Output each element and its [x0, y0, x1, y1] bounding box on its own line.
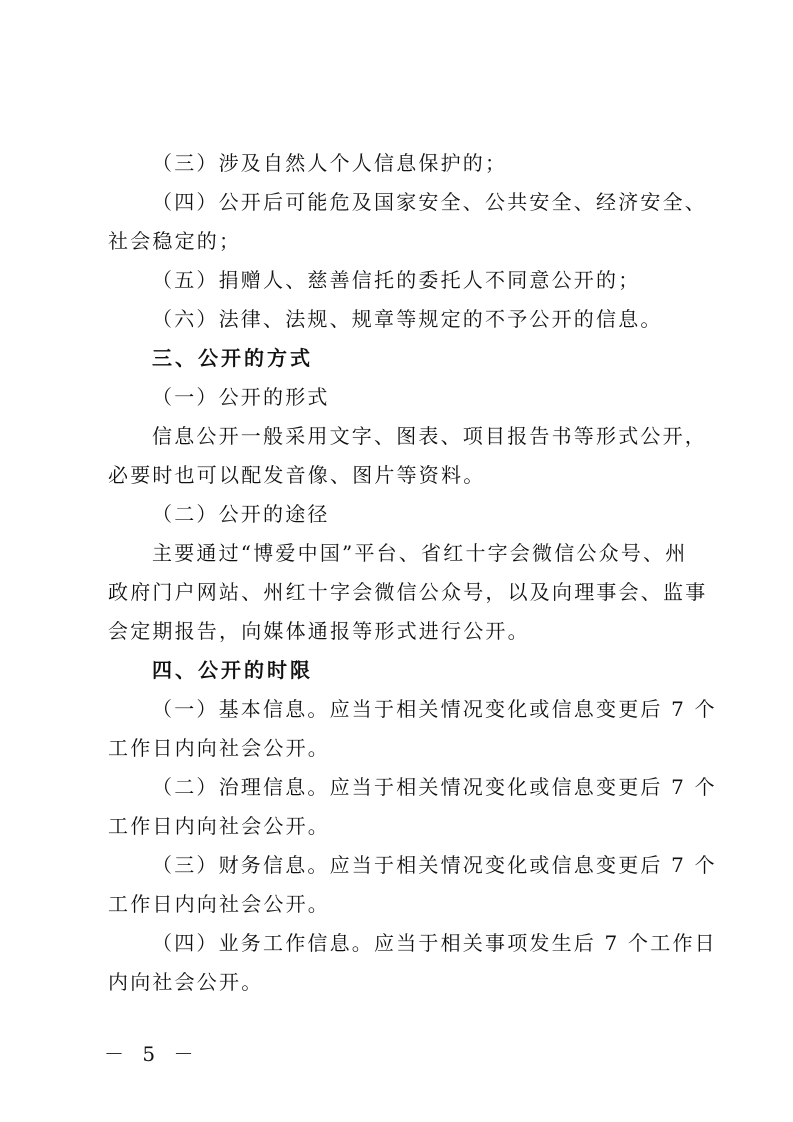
- clause-4-security-line2: 社会稳定的；: [108, 229, 242, 253]
- page-number: － 5 －: [104, 1042, 200, 1066]
- clause-5-donor: （五）捐赠人、慈善信托的委托人不同意公开的；: [152, 268, 641, 292]
- channel-paragraph-line2: 政府门户网站、州红十字会微信公众号，以及向理事会、监事: [108, 580, 708, 604]
- form-paragraph-line1: 信息公开一般采用文字、图表、项目报告书等形式公开，: [152, 424, 707, 448]
- clause-6-law: （六）法律、法规、规章等规定的不予公开的信息。: [152, 307, 663, 331]
- governance-info-line1: （二）治理信息。应当于相关情况变化或信息变更后 7 个: [152, 775, 717, 799]
- governance-info-line2: 工作日内向社会公开。: [108, 814, 330, 838]
- finance-info-line2: 工作日内向社会公开。: [108, 892, 330, 916]
- business-info-line1: （四）业务工作信息。应当于相关事项发生后 7 个工作日: [152, 931, 717, 955]
- clause-3-privacy: （三）涉及自然人个人信息保护的；: [152, 151, 508, 175]
- subheading-channel: （二）公开的途径: [152, 502, 330, 526]
- channel-paragraph-line1: 主要通过“博爱中国”平台、省红十字会微信公众号、州: [152, 541, 688, 565]
- basic-info-line1: （一）基本信息。应当于相关情况变化或信息变更后 7 个: [152, 697, 717, 721]
- subheading-form: （一）公开的形式: [152, 385, 330, 409]
- clause-4-security-line1: （四）公开后可能危及国家安全、公共安全、经济安全、: [152, 190, 707, 214]
- section-heading-4: 四、公开的时限: [152, 658, 313, 682]
- section-heading-3: 三、公开的方式: [152, 346, 313, 370]
- basic-info-line2: 工作日内向社会公开。: [108, 736, 330, 760]
- finance-info-line1: （三）财务信息。应当于相关情况变化或信息变更后 7 个: [152, 853, 717, 877]
- form-paragraph-line2: 必要时也可以配发音像、图片等资料。: [108, 463, 486, 487]
- channel-paragraph-line3: 会定期报告，向媒体通报等形式进行公开。: [108, 619, 530, 643]
- business-info-line2: 内向社会公开。: [108, 970, 264, 994]
